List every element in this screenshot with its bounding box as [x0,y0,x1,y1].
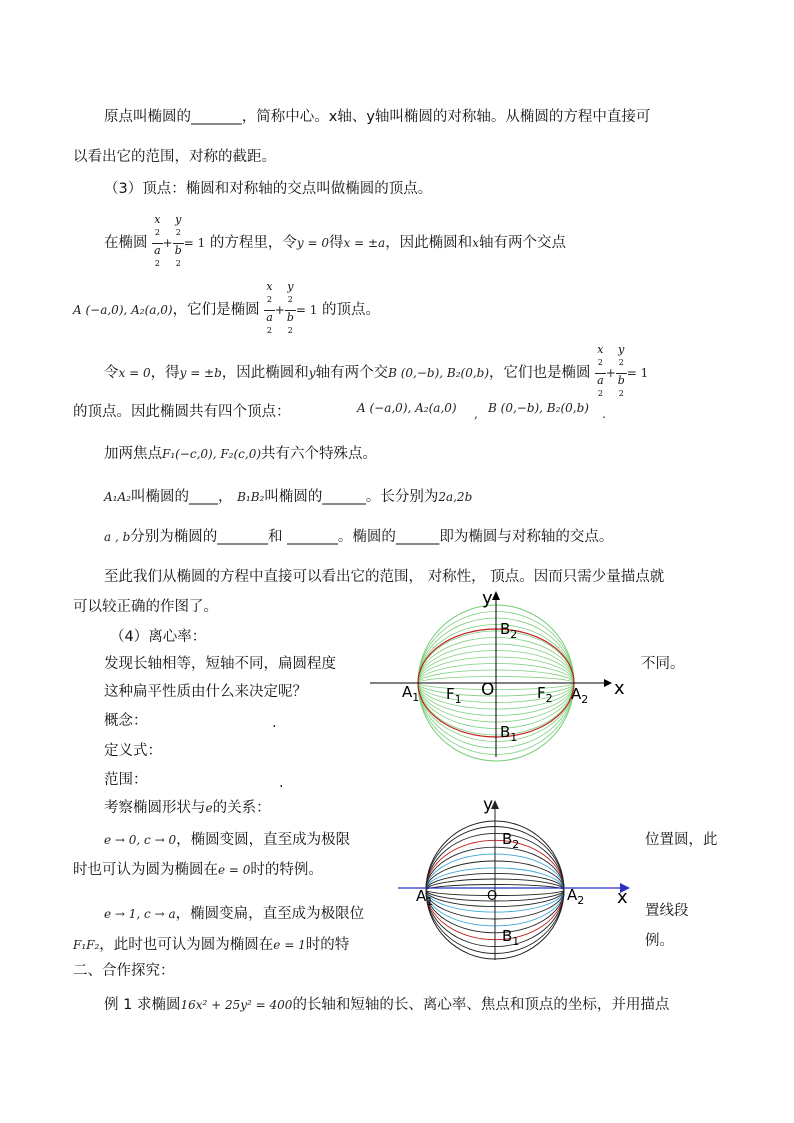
b2-label: $B_2$ [500,620,518,641]
vertex-points-b: B (0,−b), B₂(0,b) [488,401,589,415]
text-line-13: （4）离心率： [110,629,207,645]
a2-label-2: $A_2$ [567,886,585,907]
text-line-9: A₁A₂叫椭圆的____， B₁B₂叫椭圆的______。长分别为2a,2b [104,489,473,505]
text-line-22: e → 1, c → a，椭圆变扁，直至成为极限位 [104,906,365,922]
text-line-6: 令x = 0，得y = ±b，因此椭圆和y轴有两个交B (0,−b), B₂(0,b)，它们也是椭圆 x $^2$ a $^2$ + y $^2$ b $^2$ = 1 [104,343,648,403]
section-heading-cooperation: 二、合作探究： [73,963,175,979]
text-line-5: A (−a,0), A₂(a,0)，它们是椭圆 x $^2$ a $^2$ + y $^2$ b $^2$ = 1 的顶点。 [73,280,380,340]
text-line-21: 时也可认为圆为椭圆在e = 0时的特例。 [73,862,323,878]
text-line-11: 至此我们从椭圆的方程中直接可以看出它的范围， 对称性， 顶点。因而只需少量描点就 [104,569,665,585]
b1-label: $B_1$ [500,723,518,744]
b2-label-2: $B_2$ [502,830,520,851]
y-label-2: y [483,795,494,815]
text-line-12: 可以较正确的作图了。 [73,599,218,615]
fraction-x2-a2-3: x $^2$ a $^2$ [597,343,604,398]
eccentricity-figure [398,796,638,956]
period-18: . [279,775,284,791]
text-line-10: a , b分别为椭圆的_______和 _______。椭圆的______即为椭圆与对称轴的交点。 [104,529,614,545]
text-line-15: 这种扁平性质由什么来决定呢？ [104,684,307,700]
text-line-17: 定义式： [104,743,162,759]
b1-label-2: $B_1$ [502,927,520,948]
x-label-2: x [617,887,628,908]
comma-separator: , [474,407,478,421]
text-line-7: 的顶点。因此椭圆共有四个顶点： [73,404,291,420]
text-line-2: 以看出它的范围，对称的截距。 [73,149,276,165]
text-line-16: 概念： [104,713,148,729]
fraction-y2-b2-2: y $^2$ b $^2$ [286,280,294,335]
y-axis-arrow [492,591,500,600]
origin-label: O [481,680,495,700]
example-1: 例 1 求椭圆16x² + 25y² = 400的长轴和短轴的长、离心率、焦点和顶点的坐标，并用描点 [104,997,670,1013]
f1-label: $F_1$ [446,685,462,706]
ellipse-family-figure [370,587,640,757]
a1-label-2: $A_1$ [416,887,434,908]
text-line-1: 原点叫椭圆的_______，简称中心。x轴、y轴叫椭圆的对称轴。从椭圆的方程中直接可 [104,109,651,125]
text-line-18: 范围： [104,772,148,788]
origin-label-2: O [487,889,498,904]
text-line-8: 加两焦点F₁(−c,0), F₂(c,0)共有六个特殊点。 [104,446,378,462]
y-label: y [482,588,493,609]
fraction-y2-b2-3: y $^2$ b $^2$ [617,343,625,398]
text-line-19: 考察椭圆形状与e的关系： [104,800,271,816]
period-mark: . [602,407,606,421]
text-line-20: e → 0, c → 0，椭圆变圆，直至成为极限 [104,832,351,848]
text-line-14-right: 不同。 [641,656,685,672]
text-line-22-right: 置线段 [645,903,689,919]
text-line-14: 发现长轴相等，短轴不同，扁圆程度 [104,656,336,672]
a1-label: $A_1$ [402,683,420,704]
text-line-4: 在椭圆 x $^2$ a $^2$ + y $^2$ b $^2$ = 1 的方程里，令y = 0得x = ±a，因此椭圆和x轴有两个交点 [104,213,566,273]
fraction-y2-b2: y $^2$ b $^2$ [174,213,182,268]
text-line-3: （3）顶点：椭圆和对称轴的交点叫做椭圆的顶点。 [104,181,433,197]
text-line-23-right: 例。 [645,933,674,949]
vertex-points-a: A (−a,0), A₂(a,0) [357,401,457,415]
fraction-x2-a2-2: x $^2$ a $^2$ [266,280,273,335]
a2-label: $A_2$ [571,685,589,706]
text-line-20-right: 位置圆，此 [645,832,718,848]
period-16: . [272,715,277,731]
f2-label: $F_2$ [537,684,553,705]
x-axis-arrow [604,679,612,687]
x-label: x [614,678,625,699]
fraction-x2-a2: x $^2$ a $^2$ [154,213,161,268]
text-line-23: F₁F₂，此时也可认为圆为椭圆在e = 1时的特 [73,937,350,953]
